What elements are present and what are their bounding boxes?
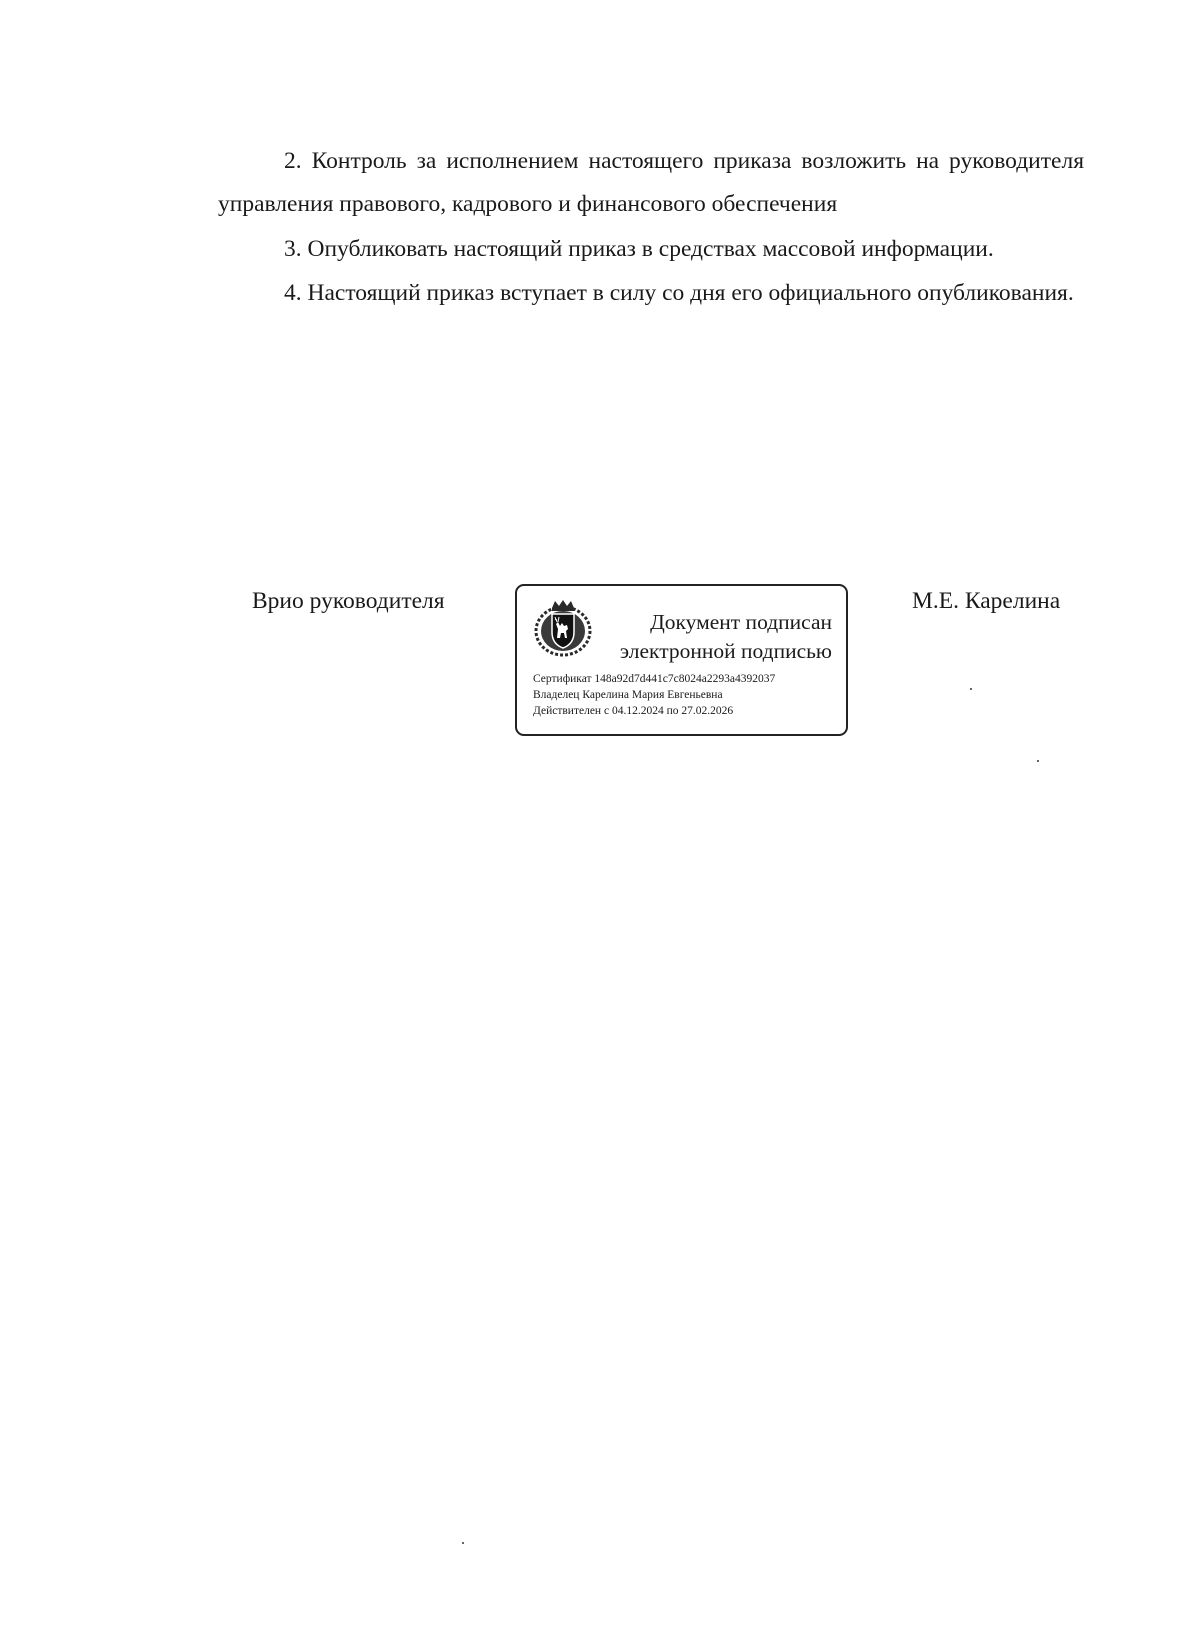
scan-speck <box>462 1542 464 1544</box>
scan-speck <box>1037 760 1039 762</box>
stamp-heading-line2: электронной подписью <box>619 639 832 663</box>
stamp-validity: Действителен с 04.12.2024 по 27.02.2026 <box>533 705 734 717</box>
signer-position: Врио руководителя <box>252 588 445 614</box>
signer-name: М.Е. Карелина <box>912 588 1061 614</box>
stamp-heading <box>582 608 832 666</box>
paragraph-3: 3. Опубликовать настоящий приказ в средствах массовой информации. <box>284 236 994 262</box>
paragraph-2: 2. Контроль за исполнением настоящего приказа возложить на руководителя управления правового, кадрового и финансового обеспечения <box>218 148 1084 217</box>
stamp-heading-line1: Документ подписан <box>650 610 832 634</box>
electronic-signature-stamp <box>515 584 848 736</box>
paragraph-4: 4. Настоящий приказ вступает в силу со дня его официального опубликования. <box>284 280 1074 306</box>
stamp-certificate: Сертификат 148a92d7d441c7c8024a2293a4392037 <box>533 673 776 685</box>
stamp-owner: Владелец Карелина Мария Евгеньевна <box>533 689 723 701</box>
scan-speck <box>970 688 972 690</box>
